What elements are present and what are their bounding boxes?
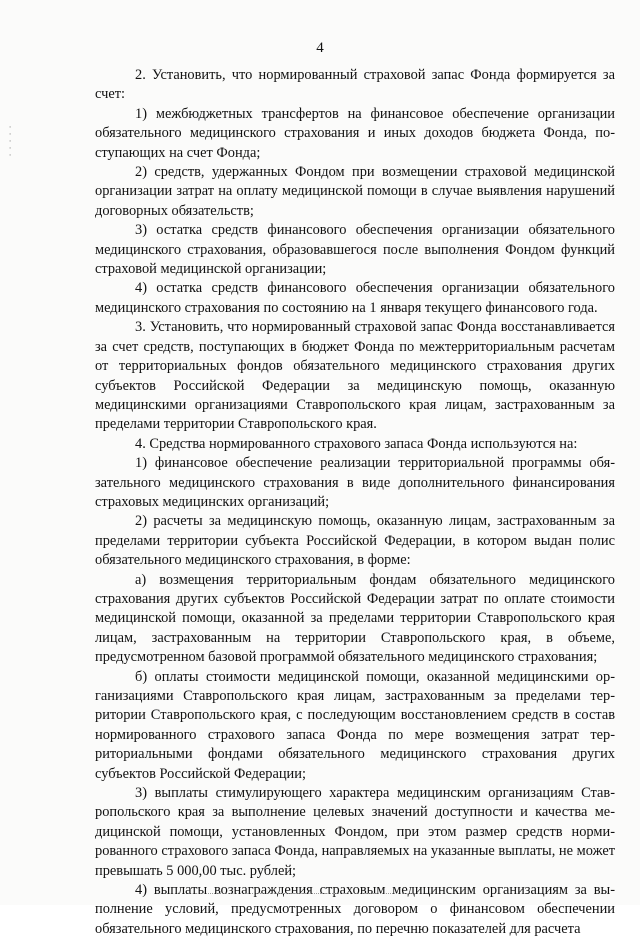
paragraph-clause-2-item-2: 2) средств, удержанных Фондом при возмещении страховой медицинской организации затрат на оплату медицинской помощи в случае выявления нарушений договорных обязательств; xyxy=(95,164,615,219)
paragraph-clause-4: 4. Средства нормированного страхового запаса Фонда используются на: xyxy=(135,435,578,452)
margin-scan-marks: · · · · · xyxy=(8,124,13,160)
paragraph-clause-2-item-3: 3) остатка средств финансового обеспечения организации обязательного медицинского страхования, образовавшегося после выполнения Фондом функций страховой медицинской организации; xyxy=(95,222,615,278)
paragraph-clause-2-item-4: 4) остатка средств финансового обеспечения организации обязательного медицинского страхования по состоянию на 1 января текущего финансового года. xyxy=(95,280,615,316)
paragraph-clause-4-item-3: 3) выплаты стимулирующего характера медицинским организациям Ставропольского края за выполнение целевых значений доступности и качества медицинской помощи, установленных Фондом, при этом размер средств нормированного страхового запаса Фонда, направляемых на указанные выплаты, не может превышать 5 000,00 тыс. рублей; xyxy=(95,785,615,879)
paragraph-clause-2: 2. Установить, что нормированный страховой запас Фонда формируется за счет: xyxy=(95,67,615,103)
paragraph-clause-2-item-1: 1) межбюджетных трансфертов на финансовое обеспечение организации обязательного медицинского страхования и иных доходов бюджета Фонда, поступающих на счет Фонда; xyxy=(95,105,615,161)
paragraph-clause-3: 3. Установить, что нормированный страховой запас Фонда восстанавливается за счет средств, поступающих в бюджет Фонда по межтерриториальным расчетам от территориальных фондов обязательного медицинского страхования других субъектов Российской Федерации за медицинскую помощь, оказанную медицинскими организациями Ставропольского края лицам, застрахованным за пределами территории Ставропольского края. xyxy=(95,319,615,433)
paragraph-clause-4-item-2: 2) расчеты за медицинскую помощь, оказанную лицам, застрахованным за пределами территории субъекта Российской Федерации, в котором выдан полис обязательного медицинского страхования, в форме: xyxy=(95,513,615,569)
paragraph-clause-4-item-4: 4) выплаты вознаграждения страховым медицинским организациям за выполнение условий, предусмотренных договором о финансовом обеспечении обязательного медицинского страхования, по перечню показателей для расчета xyxy=(95,882,615,937)
paragraph-clause-4-item-2b: б) оплаты стоимости медицинской помощи, оказанной медицинскими организациями Ставропольского края лицам, застрахованным за пределами территории Ставропольского края, с последующим восстановлением средств в состав нормированного страхового запаса Фонда по мере возмещения затрат территориальными фондами обязательного медицинского страхования других субъектов Российской Федерации; xyxy=(95,668,615,782)
document-body xyxy=(95,66,615,939)
scan-artifact-line xyxy=(195,893,415,897)
page-number: 4 xyxy=(316,40,324,56)
paragraph-clause-4-item-1: 1) финансовое обеспечение реализации территориальной программы обязательного медицинского страхования в виде дополнительного финансирования страховых медицинских организаций; xyxy=(95,455,615,510)
paragraph-clause-4-item-2a: а) возмещения территориальным фондам обязательного медицинского страхования других субъектов Российской Федерации затрат по оплате стоимости медицинской помощи, оказанной за пределами территории Ставропольского края лицам, застрахованным на территории Ставропольского края, в объеме, предусмотренном базовой программой обязательного медицинского страхования; xyxy=(95,571,615,666)
